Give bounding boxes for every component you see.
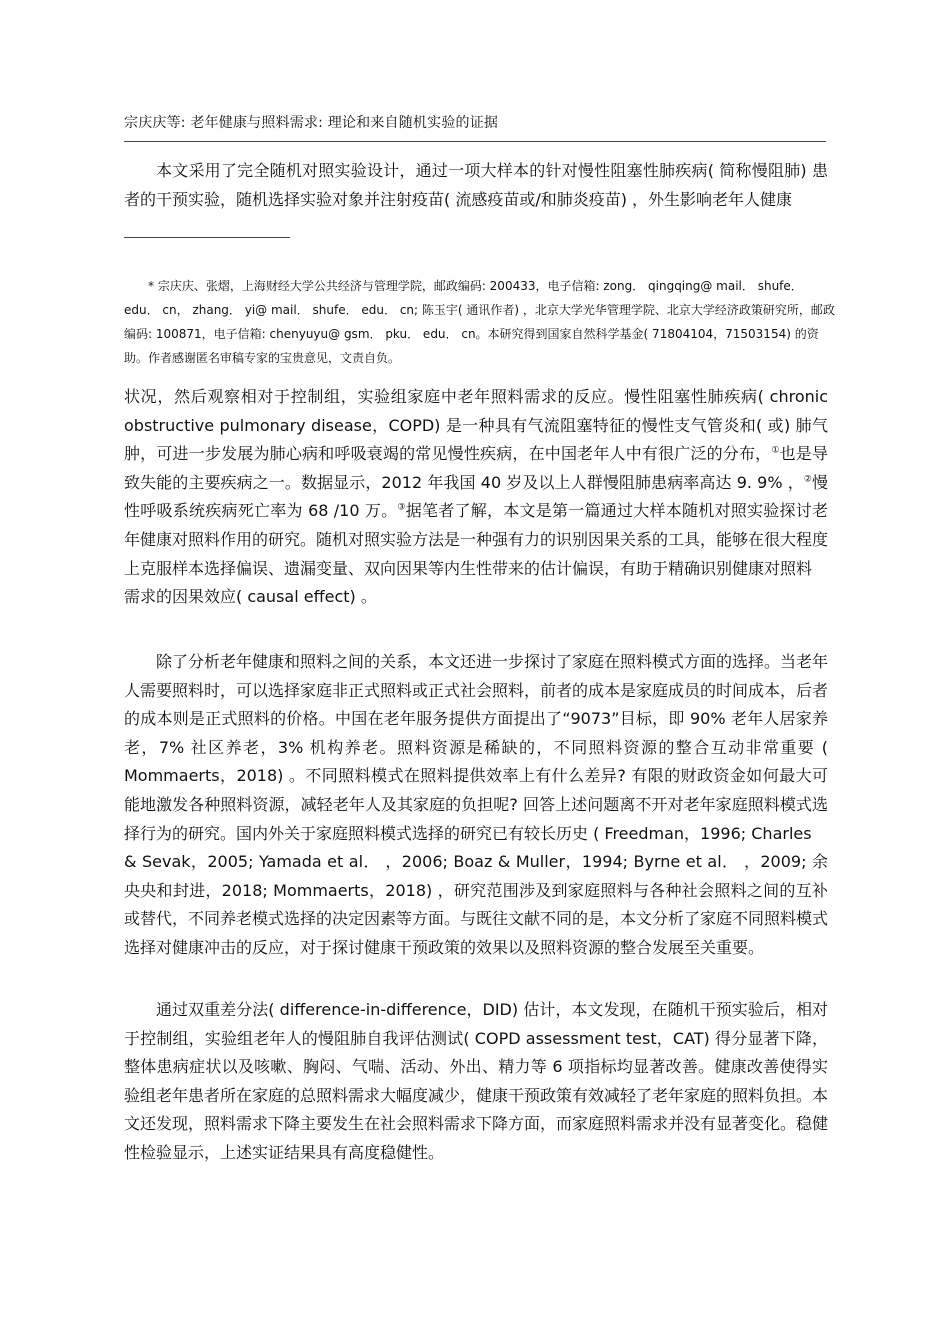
footnote-marker-2: ② [803, 474, 812, 485]
paragraph-1-text-b: 也是导致失能的主要疾病之一。数据显示，2012 年我国 40 岁及以上人群慢阻肺患病率高达 9. 9% ， [124, 444, 828, 492]
intro-paragraph: 本文采用了完全随机对照实验设计，通过一项大样本的针对慢性阻塞性肺疾病( 简称慢阻肺) 患者的干预实验，随机选择实验对象并注射疫苗( 流感疫苗或/和肺炎疫苗) ，外生影响老年人健康 [124, 161, 828, 209]
paragraph-1-text-c: 慢性呼吸系统疾病死亡率为 68 /10 万。 [124, 472, 828, 521]
footnote-marker-1: ① [771, 445, 780, 456]
author-footnote: * 宗庆庆、张熠，上海财经大学公共经济与管理学院，邮政编码: 200433，电子信箱: zong． qingqing@ mail． shufe． edu． cn， zhang． yi@ mail． shufe． edu． cn; 陈玉宇( 通讯作者) ，北京大学光华管理学院、北京大学经济政策研究所，邮政编码: 100871，电子信箱: chenyuyu@ gsm． pku． edu． cn。本研究得到国家自然科学基金( 71804104，71503154) 的资助。作者感谢匿名审稿专家的宝贵意见，文责自负。 [124, 279, 835, 365]
paragraph-2 [124, 648, 828, 963]
paragraph-1-text-a: 状况，然后观察相对于控制组，实验组家庭中老年照料需求的反应。慢性阻塞性肺疾病( chronic obstructive pulmonary disease，COPD) 是一种具有气流阻塞特征的慢性支气管炎和( 或) 肺气肿，可进一步发展为肺心病和呼吸衰竭的常见慢性疾病，在中国老年人中有很广泛的分布， [124, 387, 828, 464]
paragraph-1-continuation: 需求的因果效应( causal effect) 。 [124, 587, 377, 607]
paragraph-1-text-d: 据笔者了解，本文是第一篇通过大样本随机对照实验探讨老年健康对照料作用的研究。随机对照实验方法是一种强有力的识别因果关系的工具，能够在很大程度上克服样本选择偏误、遗漏变量、双向因果等内生性带来的估计偏误，有助于精确识别健康对照料 [124, 501, 829, 578]
paragraph-1 [124, 383, 828, 612]
header-rule [124, 141, 826, 142]
running-header: 宗庆庆等: 老年健康与照料需求: 理论和来自随机实验的证据 [124, 115, 499, 131]
paragraph-2-body: 除了分析老年健康和照料之间的关系，本文还进一步探讨了家庭在照料模式方面的选择。当老年人需要照料时，可以选择家庭非正式照料或正式社会照料，前者的成本是家庭成员的时间成本，后者的成本则是正式照料的价格。中国在老年服务提供方面提出了“9073”目标，即 90% 老年人居家养老，7% 社区养老，3% 机构养老。照料资源是稀缺的，不同照料资源的整合互动非常重要 ( Mommaerts，2018) 。不同照料模式在照料提供效率上有什么差异? 有限的财政资金如何最大可能地激发各种照料资源，减轻老年人及其家庭的负担呢? 回答上述问题离不开对老年家庭照料模式选择行为的研究。国内外关于家庭照料模式选择的研究已有较长历史 ( Freedman，1996; Charles [124, 652, 829, 843]
paragraph-1-body [124, 383, 828, 583]
footnote-rule [124, 237, 290, 238]
footnote-marker-3: ③ [397, 503, 406, 514]
paragraph-2-continuation: & Sevak，2005; Yamada et al． ，2006; Boaz & Muller，1994; Byrne et al． ，2009; 余央央和封进，2018; Mommaerts，2018) ，研究范围涉及到家庭照料与各种社会照料之间的互补或替代，不同养老模式选择的决定因素等方面。与既往文献不同的是，本文分析了家庭不同照料模式选择对健康冲击的反应，对于探讨健康干预政策的效果以及照料资源的整合发展至关重要。 [124, 852, 829, 957]
paragraph-3: 通过双重差分法( difference-in-difference，DID) 估计，本文发现，在随机干预实验后，相对于控制组，实验组老年人的慢阻肺自我评估测试( COPD assessment test，CAT) 得分显著下降，整体患病症状以及咳嗽、胸闷、气喘、活动、外出、精力等 6 项指标均显著改善。健康改善使得实验组老年患者所在家庭的总照料需求大幅度减少，健康干预政策有效减轻了老年家庭的照料负担。本文还发现，照料需求下降主要发生在社会照料需求下降方面，而家庭照料需求并没有显著变化。稳健性检验显示，上述实证结果具有高度稳健性。 [124, 1000, 829, 1162]
